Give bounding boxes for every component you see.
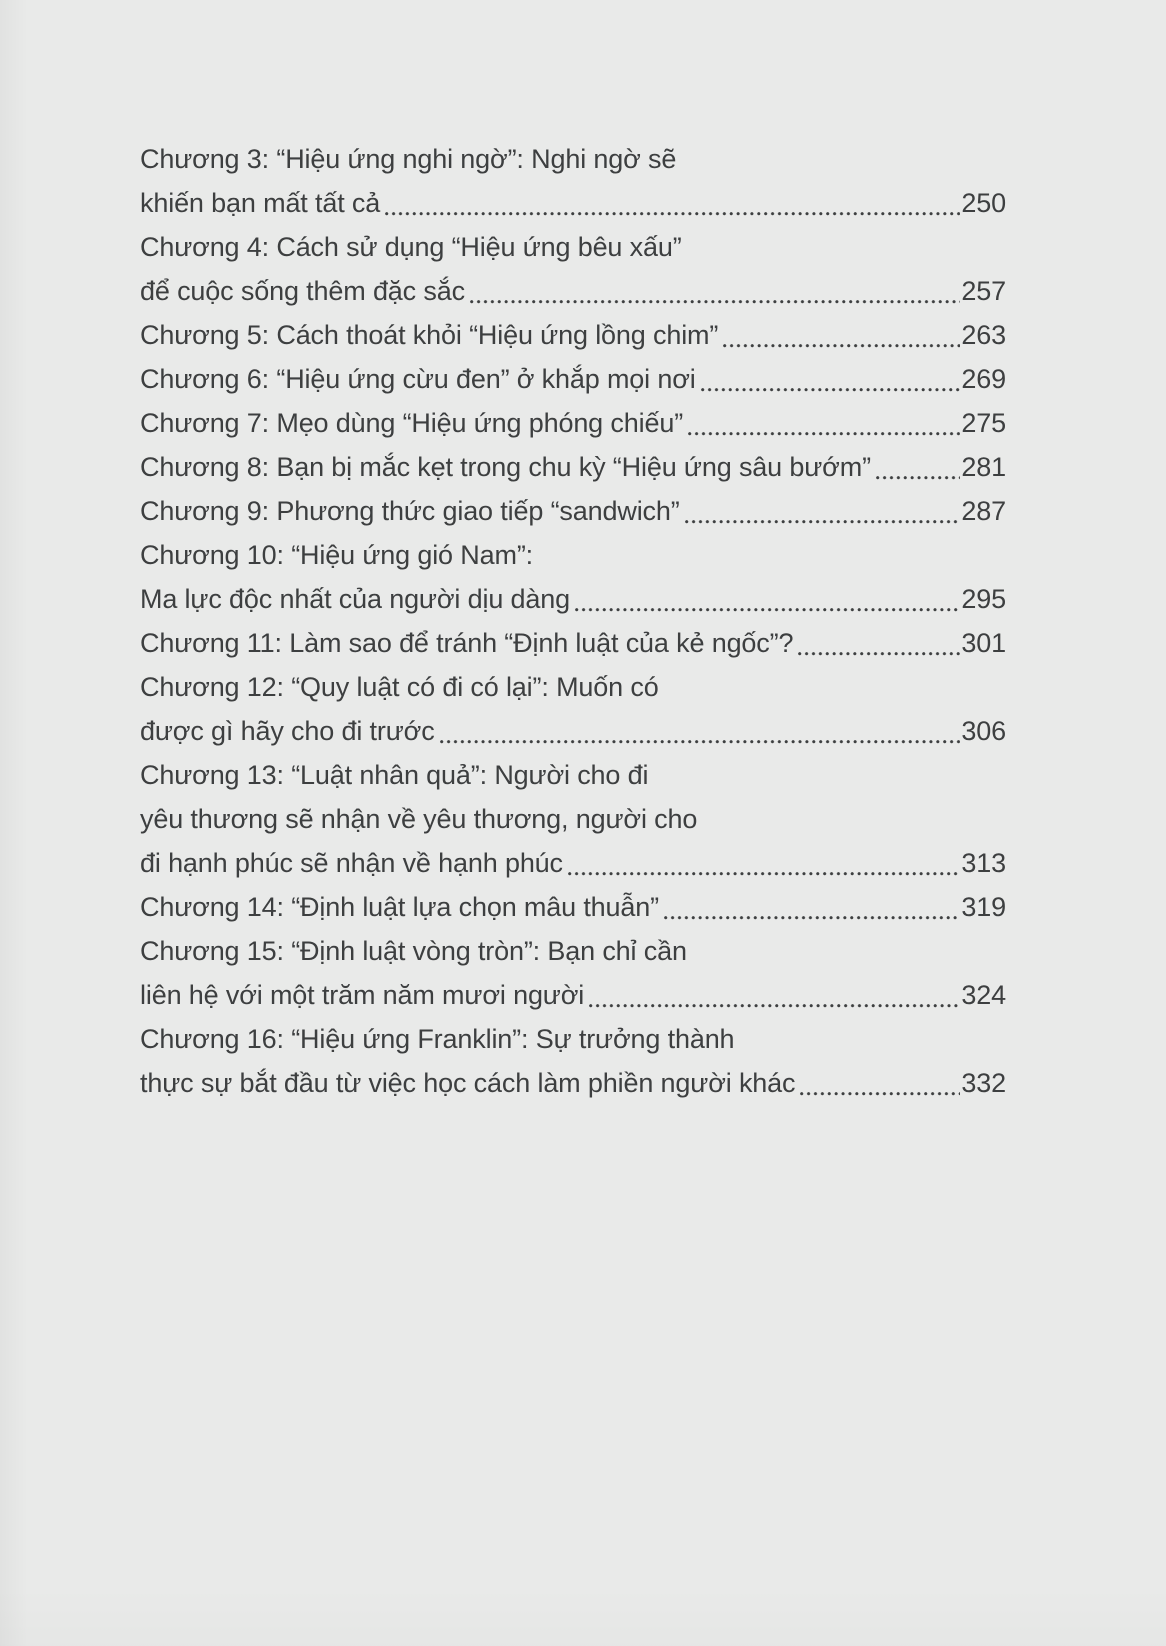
toc-entry-text: yêu thương sẽ nhận về yêu thương, người cho bbox=[140, 804, 698, 834]
toc-line bbox=[140, 313, 1006, 357]
toc-page-number: 332 bbox=[961, 1068, 1006, 1098]
toc-line bbox=[140, 489, 1006, 533]
toc-entry-text: để cuộc sống thêm đặc sắc bbox=[140, 276, 465, 306]
dotted-leader bbox=[793, 621, 961, 665]
toc-page-number: 324 bbox=[961, 980, 1006, 1010]
toc-entry-text: đi hạnh phúc sẽ nhận về hạnh phúc bbox=[140, 848, 563, 878]
toc-line bbox=[140, 621, 1006, 665]
dotted-leader bbox=[718, 313, 961, 357]
dotted-leader bbox=[563, 841, 961, 885]
toc-line bbox=[140, 357, 1006, 401]
toc-line bbox=[140, 973, 1006, 1017]
toc-page-number: 269 bbox=[961, 364, 1006, 394]
toc-line bbox=[140, 533, 1006, 577]
toc-entry-text: Chương 14: “Định luật lựa chọn mâu thuẫn” bbox=[140, 892, 659, 922]
toc-entry-text: Chương 7: Mẹo dùng “Hiệu ứng phóng chiếu” bbox=[140, 408, 684, 438]
toc-line bbox=[140, 269, 1006, 313]
dotted-leader bbox=[380, 181, 961, 225]
toc-page-number: 287 bbox=[961, 496, 1006, 526]
toc-page-number: 275 bbox=[961, 408, 1006, 438]
toc-entry-text: Chương 16: “Hiệu ứng Franklin”: Sự trưởng thành bbox=[140, 1024, 735, 1054]
toc-line bbox=[140, 181, 1006, 225]
toc-line bbox=[140, 1017, 1006, 1061]
toc-entry-text: Chương 11: Làm sao để tránh “Định luật của kẻ ngốc”? bbox=[140, 628, 794, 658]
toc-line bbox=[140, 753, 1006, 797]
dotted-leader bbox=[570, 577, 961, 621]
toc-line bbox=[140, 841, 1006, 885]
dotted-leader bbox=[696, 357, 962, 401]
toc-line bbox=[140, 401, 1006, 445]
dotted-leader bbox=[795, 1061, 961, 1105]
toc-line bbox=[140, 1061, 1006, 1105]
toc-entry-text: Chương 8: Bạn bị mắc kẹt trong chu kỳ “Hiệu ứng sâu bướm” bbox=[140, 452, 871, 482]
toc-line bbox=[140, 665, 1006, 709]
toc-entry-text: Chương 9: Phương thức giao tiếp “sandwich” bbox=[140, 496, 680, 526]
dotted-leader bbox=[871, 445, 961, 489]
toc-line bbox=[140, 709, 1006, 753]
toc-page-number: 301 bbox=[961, 628, 1006, 658]
dotted-leader bbox=[465, 269, 961, 313]
toc-page-number: 295 bbox=[961, 584, 1006, 614]
toc-entry-text: Chương 13: “Luật nhân quả”: Người cho đi bbox=[140, 760, 649, 790]
toc-entry-text: Chương 10: “Hiệu ứng gió Nam”: bbox=[140, 540, 534, 570]
toc-entry-text: Chương 15: “Định luật vòng tròn”: Bạn chỉ cần bbox=[140, 936, 687, 966]
toc-entry-text: khiến bạn mất tất cả bbox=[140, 188, 381, 218]
toc-line bbox=[140, 885, 1006, 929]
toc-line bbox=[140, 225, 1006, 269]
toc-entry-text: Chương 12: “Quy luật có đi có lại”: Muốn có bbox=[140, 672, 659, 702]
toc-line bbox=[140, 929, 1006, 973]
toc-entry-text: thực sự bắt đầu từ việc học cách làm phiền người khác bbox=[140, 1068, 796, 1098]
toc-entry-text: Chương 4: Cách sử dụng “Hiệu ứng bêu xấu” bbox=[140, 232, 682, 262]
toc-page-number: 281 bbox=[961, 452, 1006, 482]
toc-line bbox=[140, 445, 1006, 489]
toc-entry-text: Chương 3: “Hiệu ứng nghi ngờ”: Nghi ngờ sẽ bbox=[140, 144, 677, 174]
toc-page-number: 250 bbox=[961, 188, 1006, 218]
toc-entry-text: Ma lực độc nhất của người dịu dàng bbox=[140, 584, 571, 614]
toc-page-number: 263 bbox=[961, 320, 1006, 350]
dotted-leader bbox=[659, 885, 961, 929]
toc-line bbox=[140, 577, 1006, 621]
toc-page-number: 257 bbox=[961, 276, 1006, 306]
toc-line bbox=[140, 137, 1006, 181]
dotted-leader bbox=[680, 489, 962, 533]
dotted-leader bbox=[683, 401, 961, 445]
toc-entry-text: Chương 5: Cách thoát khỏi “Hiệu ứng lồng chim” bbox=[140, 320, 719, 350]
dotted-leader bbox=[435, 709, 962, 753]
toc-page-number: 319 bbox=[961, 892, 1006, 922]
toc-entry-text: được gì hãy cho đi trước bbox=[140, 716, 435, 746]
toc-line bbox=[140, 797, 1006, 841]
table-of-contents bbox=[140, 137, 1006, 1105]
dotted-leader bbox=[584, 973, 961, 1017]
toc-page-number: 306 bbox=[961, 716, 1006, 746]
toc-entry-text: Chương 6: “Hiệu ứng cừu đen” ở khắp mọi nơi bbox=[140, 364, 696, 394]
toc-entry-text: liên hệ với một trăm năm mươi người bbox=[140, 980, 585, 1010]
toc-page-number: 313 bbox=[961, 848, 1006, 878]
